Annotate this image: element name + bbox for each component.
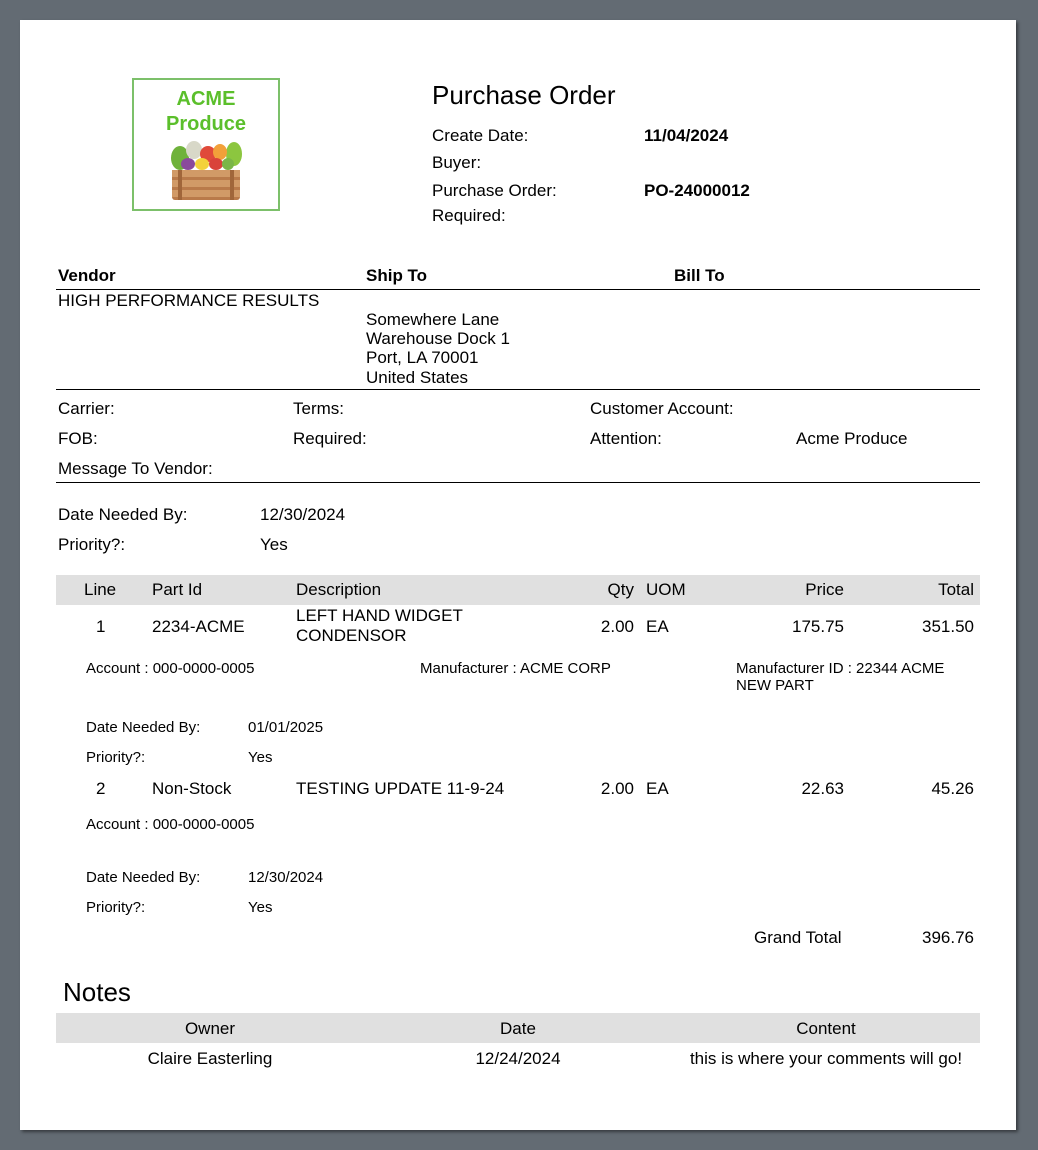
part-id: Non-Stock [152,779,232,798]
grand-total-value: 396.76 [922,928,974,947]
line-date-needed-value: 01/01/2025 [248,719,324,736]
account-value: Account : 000-0000-0005 [86,816,255,833]
required-label: Required: [432,206,506,225]
document-title: Purchase Order [432,80,616,110]
create-date-value: 11/04/2024 [644,126,729,145]
line-number: 1 [96,617,106,636]
column-header-uom: UOM [646,580,686,599]
uom-value: EA [646,617,669,636]
note-content: this is where your comments will go! [689,1049,963,1068]
message-to-vendor-label: Message To Vendor: [58,459,213,478]
line-date-needed-label: Date Needed By: [86,869,201,886]
address-divider [56,289,980,290]
purchase-order-label: Purchase Order: [432,181,557,200]
attention-label: Attention: [590,429,662,448]
manufacturer-value: Manufacturer : ACME CORP [420,660,611,677]
line-priority-label: Priority?: [86,899,146,916]
note-date: 12/24/2024 [475,1049,561,1068]
description-line: LEFT HAND WIDGET [296,606,463,625]
terms-label: Terms: [293,399,344,418]
qty-value: 2.00 [600,779,634,798]
purchase-order-page [20,20,1016,1130]
ship-to-line: Port, LA 70001 [366,348,479,367]
grand-total-label: Grand Total [754,928,842,947]
note-owner: Claire Easterling [147,1049,273,1068]
column-header-qty: Qty [607,580,634,599]
account-value: Account : 000-0000-0005 [86,660,255,677]
notes-header-content: Content [796,1019,856,1038]
total-value: 45.26 [931,779,974,798]
uom-value: EA [646,779,669,798]
create-date-label: Create Date: [432,126,529,145]
attention-value: Acme Produce [796,429,908,448]
line-priority-label: Priority?: [86,749,146,766]
column-header-description: Description [296,580,382,599]
description-line: CONDENSOR [296,626,407,645]
bill-to-heading: Bill To [674,266,725,285]
part-id: 2234-ACME [152,617,245,636]
column-header-line: Line [84,580,117,599]
column-header-price: Price [805,580,844,599]
required-terms-label: Required: [293,429,367,448]
ship-to-line: Warehouse Dock 1 [366,329,510,348]
terms-divider [56,389,980,390]
date-needed-label: Date Needed By: [58,505,188,524]
line-number: 2 [96,779,106,798]
logo-brand-line1: ACME [176,88,236,110]
price-value: 175.75 [792,617,844,636]
notes-title: Notes [63,977,131,1007]
priority-label: Priority?: [58,535,126,554]
priority-value: Yes [260,535,288,554]
customer-account-label: Customer Account: [590,399,734,418]
qty-value: 2.00 [600,617,634,636]
purchase-order-number: PO-24000012 [644,181,750,200]
fob-label: FOB: [58,429,98,448]
produce-basket-icon [164,136,248,202]
vendor-heading: Vendor [58,266,116,285]
total-value: 351.50 [922,617,974,636]
ship-to-line: Somewhere Lane [366,310,500,329]
manufacturer-id-line: Manufacturer ID : 22344 ACME [736,660,945,677]
line-date-needed-label: Date Needed By: [86,719,201,736]
buyer-label: Buyer: [432,153,482,172]
date-needed-value: 12/30/2024 [260,505,346,524]
column-header-total: Total [938,580,974,599]
vendor-name: HIGH PERFORMANCE RESULTS [58,291,320,310]
notes-header-owner: Owner [184,1019,236,1038]
logo-brand-line2: Produce [165,113,247,135]
order-divider [56,482,980,483]
description-line: TESTING UPDATE 11-9-24 [296,779,505,798]
carrier-label: Carrier: [58,399,115,418]
ship-to-line: United States [366,368,469,387]
notes-header-date: Date [500,1019,536,1038]
line-date-needed-value: 12/30/2024 [248,869,324,886]
column-header-part-id: Part Id [152,580,203,599]
company-logo [132,78,280,211]
manufacturer-id-line: NEW PART [736,677,814,694]
price-value: 22.63 [801,779,844,798]
line-priority-value: Yes [248,899,273,916]
ship-to-heading: Ship To [366,266,428,285]
line-priority-value: Yes [248,749,273,766]
